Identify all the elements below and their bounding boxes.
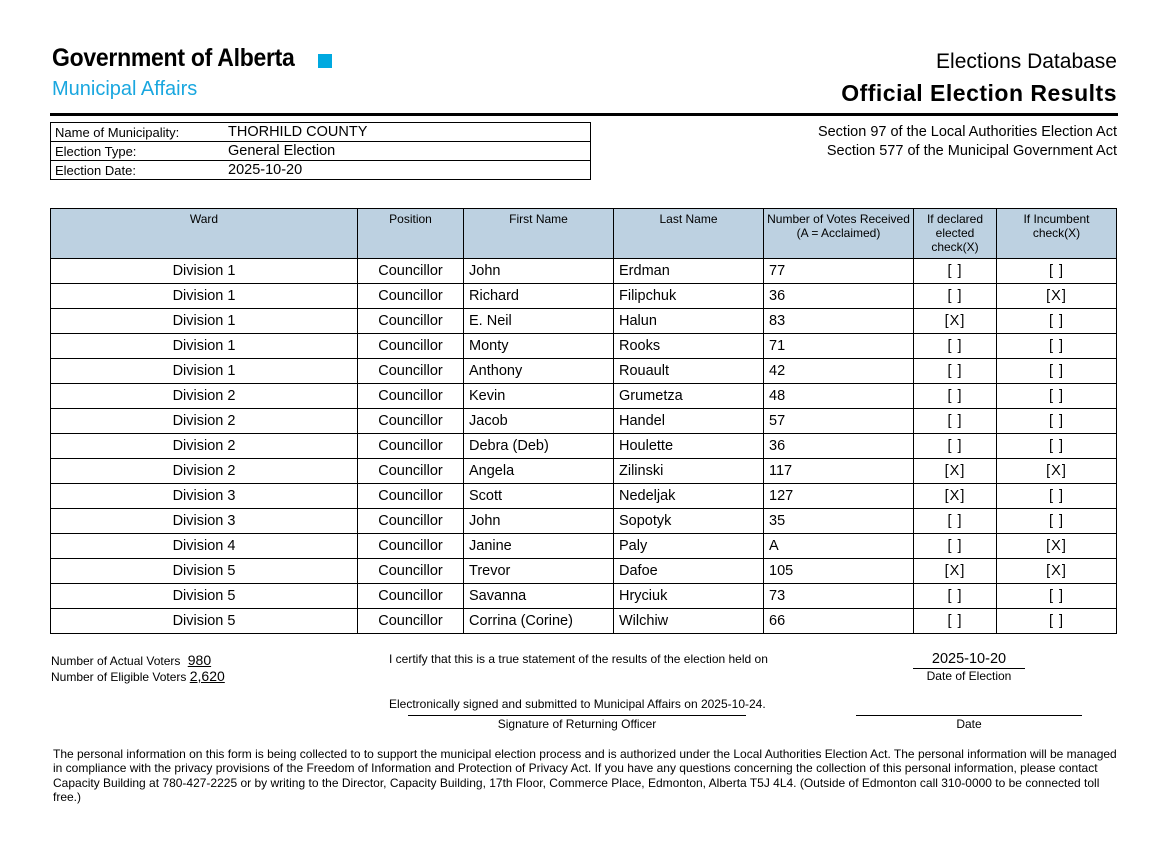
cell-position: Councillor xyxy=(358,409,464,434)
cell-position: Councillor xyxy=(358,609,464,634)
cell-votes: 48 xyxy=(764,384,914,409)
cell-ward: Division 1 xyxy=(51,359,358,384)
cell-last-name: Rooks xyxy=(614,334,764,359)
cell-position: Councillor xyxy=(358,509,464,534)
table-row xyxy=(51,509,1117,534)
table-row xyxy=(51,359,1117,384)
cell-elected-check: [ ] xyxy=(914,384,997,409)
col-header-votes: Number of Votes Received (A = Acclaimed) xyxy=(764,209,914,259)
cell-votes: 77 xyxy=(764,259,914,284)
election-info-box xyxy=(50,122,591,180)
cell-first-name: Debra (Deb) xyxy=(464,434,614,459)
election-type-value: General Election xyxy=(224,142,591,161)
cell-last-name: Sopotyk xyxy=(614,509,764,534)
cell-last-name: Hryciuk xyxy=(614,584,764,609)
cell-ward: Division 3 xyxy=(51,509,358,534)
cell-position: Councillor xyxy=(358,484,464,509)
cell-votes: 57 xyxy=(764,409,914,434)
cell-position: Councillor xyxy=(358,459,464,484)
cell-elected-check: [ ] xyxy=(914,584,997,609)
document-title: Official Election Results xyxy=(841,80,1117,106)
org-name: Government of Alberta xyxy=(52,44,295,72)
cell-ward: Division 2 xyxy=(51,384,358,409)
cell-position: Councillor xyxy=(358,359,464,384)
cell-votes: 36 xyxy=(764,434,914,459)
cell-elected-check: [ ] xyxy=(914,534,997,559)
table-row xyxy=(51,609,1117,634)
cell-first-name: Monty xyxy=(464,334,614,359)
cell-first-name: Richard xyxy=(464,284,614,309)
cell-last-name: Rouault xyxy=(614,359,764,384)
cell-ward: Division 2 xyxy=(51,409,358,434)
cell-votes: A xyxy=(764,534,914,559)
cell-incumbent-check: [ ] xyxy=(997,259,1117,284)
cell-elected-check: [ ] xyxy=(914,609,997,634)
cell-incumbent-check: [ ] xyxy=(997,434,1117,459)
table-row xyxy=(51,534,1117,559)
cell-votes: 105 xyxy=(764,559,914,584)
cell-first-name: Jacob xyxy=(464,409,614,434)
cell-votes: 117 xyxy=(764,459,914,484)
cell-first-name: Kevin xyxy=(464,384,614,409)
cell-votes: 83 xyxy=(764,309,914,334)
info-row-municipality xyxy=(51,123,591,142)
signed-statement: Electronically signed and submitted to Municipal Affairs on 2025-10-24. xyxy=(389,697,766,711)
cell-first-name: Angela xyxy=(464,459,614,484)
cell-first-name: Janine xyxy=(464,534,614,559)
table-row xyxy=(51,284,1117,309)
cell-votes: 71 xyxy=(764,334,914,359)
info-label: Election Type: xyxy=(51,142,225,161)
col-header-position: Position xyxy=(358,209,464,259)
cell-elected-check: [ ] xyxy=(914,259,997,284)
cell-incumbent-check: [ ] xyxy=(997,409,1117,434)
date-label: Date xyxy=(956,717,982,731)
cell-incumbent-check: [ ] xyxy=(997,484,1117,509)
cell-incumbent-check: [X] xyxy=(997,459,1117,484)
results-body xyxy=(51,259,1117,634)
cell-ward: Division 5 xyxy=(51,609,358,634)
cell-last-name: Halun xyxy=(614,309,764,334)
cell-first-name: Anthony xyxy=(464,359,614,384)
cell-ward: Division 2 xyxy=(51,459,358,484)
col-header-first-name: First Name xyxy=(464,209,614,259)
cell-ward: Division 1 xyxy=(51,334,358,359)
cell-elected-check: [ ] xyxy=(914,409,997,434)
cell-last-name: Wilchiw xyxy=(614,609,764,634)
legal-reference: Section 577 of the Municipal Government Act xyxy=(826,143,1117,159)
cell-ward: Division 2 xyxy=(51,434,358,459)
cell-position: Councillor xyxy=(358,434,464,459)
cell-first-name: Trevor xyxy=(464,559,614,584)
database-title: Elections Database xyxy=(936,50,1117,73)
certify-statement: I certify that this is a true statement of the results of the election held on xyxy=(389,652,768,666)
cell-position: Councillor xyxy=(358,284,464,309)
department-name: Municipal Affairs xyxy=(52,78,198,100)
cell-ward: Division 3 xyxy=(51,484,358,509)
cell-last-name: Houlette xyxy=(614,434,764,459)
cell-ward: Division 4 xyxy=(51,534,358,559)
cell-votes: 73 xyxy=(764,584,914,609)
cell-incumbent-check: [X] xyxy=(997,284,1117,309)
cell-position: Councillor xyxy=(358,309,464,334)
table-row xyxy=(51,459,1117,484)
cell-votes: 42 xyxy=(764,359,914,384)
table-row xyxy=(51,309,1117,334)
cell-last-name: Filipchuk xyxy=(614,284,764,309)
cell-elected-check: [ ] xyxy=(914,334,997,359)
cell-elected-check: [X] xyxy=(914,484,997,509)
cell-ward: Division 1 xyxy=(51,259,358,284)
municipality-value: THORHILD COUNTY xyxy=(224,123,591,142)
table-row xyxy=(51,584,1117,609)
cell-incumbent-check: [ ] xyxy=(997,334,1117,359)
cell-last-name: Grumetza xyxy=(614,384,764,409)
cell-elected-check: [X] xyxy=(914,559,997,584)
cell-last-name: Nedeljak xyxy=(614,484,764,509)
cell-votes: 66 xyxy=(764,609,914,634)
cell-elected-check: [ ] xyxy=(914,434,997,459)
legal-reference: Section 97 of the Local Authorities Election Act xyxy=(817,124,1117,140)
cell-first-name: Corrina (Corine) xyxy=(464,609,614,634)
actual-voters-value: 980 xyxy=(187,652,212,668)
results-table xyxy=(50,208,1117,634)
cell-first-name: Scott xyxy=(464,484,614,509)
table-row xyxy=(51,559,1117,584)
signature-label: Signature of Returning Officer xyxy=(497,717,657,731)
certified-election-date: 2025-10-20 xyxy=(931,651,1007,667)
cell-last-name: Zilinski xyxy=(614,459,764,484)
cell-incumbent-check: [ ] xyxy=(997,309,1117,334)
cell-last-name: Erdman xyxy=(614,259,764,284)
cell-position: Councillor xyxy=(358,559,464,584)
brand-square-logo xyxy=(318,54,332,68)
info-row-election-type xyxy=(51,142,591,161)
table-row xyxy=(51,334,1117,359)
cell-elected-check: [X] xyxy=(914,459,997,484)
cell-elected-check: [ ] xyxy=(914,509,997,534)
cell-ward: Division 5 xyxy=(51,559,358,584)
election-date-value: 2025-10-20 xyxy=(224,161,591,180)
table-row xyxy=(51,409,1117,434)
cell-position: Councillor xyxy=(358,384,464,409)
cell-incumbent-check: [ ] xyxy=(997,384,1117,409)
cell-last-name: Handel xyxy=(614,409,764,434)
cell-incumbent-check: [ ] xyxy=(997,359,1117,384)
table-row xyxy=(51,484,1117,509)
cell-first-name: John xyxy=(464,259,614,284)
cell-ward: Division 1 xyxy=(51,284,358,309)
cell-votes: 127 xyxy=(764,484,914,509)
col-header-incumbent: If Incumbent check(X) xyxy=(997,209,1117,259)
date-of-election-label: Date of Election xyxy=(926,669,1012,683)
cell-last-name: Dafoe xyxy=(614,559,764,584)
signature-line xyxy=(408,715,746,716)
cell-incumbent-check: [X] xyxy=(997,534,1117,559)
cell-position: Councillor xyxy=(358,584,464,609)
cell-first-name: John xyxy=(464,509,614,534)
header-divider xyxy=(50,113,1118,116)
cell-incumbent-check: [ ] xyxy=(997,609,1117,634)
cell-first-name: Savanna xyxy=(464,584,614,609)
cell-ward: Division 1 xyxy=(51,309,358,334)
cell-votes: 35 xyxy=(764,509,914,534)
table-row xyxy=(51,384,1117,409)
col-header-last-name: Last Name xyxy=(614,209,764,259)
cell-ward: Division 5 xyxy=(51,584,358,609)
cell-incumbent-check: [ ] xyxy=(997,584,1117,609)
table-row xyxy=(51,259,1117,284)
cell-position: Councillor xyxy=(358,534,464,559)
cell-elected-check: [X] xyxy=(914,309,997,334)
info-row-election-date xyxy=(51,161,591,180)
cell-elected-check: [ ] xyxy=(914,284,997,309)
info-label: Election Date: xyxy=(51,161,225,180)
col-header-ward: Ward xyxy=(51,209,358,259)
cell-votes: 36 xyxy=(764,284,914,309)
table-header-row xyxy=(51,209,1117,259)
cell-incumbent-check: [X] xyxy=(997,559,1117,584)
privacy-notice: The personal information on this form is being collected to to support the municipal election process and is authorized under the Local Authorities Election Act. The personal information will be managed in compliance with the privacy provisions of the Freedom of Information and Protection of Privacy Act. If you have any questions concerning the collection of this personal information, please contact Capacity Building at 780-427-2225 or by writing to the Director, Capacity Building, 17th Floor, Commerce Place, Edmonton, Alberta T5J 4L4. (Outside of Edmonton call 310-0000 to be connected toll free.) xyxy=(53,747,1117,804)
actual-voters xyxy=(51,652,211,668)
cell-first-name: E. Neil xyxy=(464,309,614,334)
info-label: Name of Municipality: xyxy=(51,123,225,142)
date-line xyxy=(856,715,1082,716)
actual-voters-label: Number of Actual Voters xyxy=(51,654,181,668)
eligible-voters-label: Number of Eligible Voters xyxy=(51,670,187,684)
cell-position: Councillor xyxy=(358,259,464,284)
eligible-voters xyxy=(51,668,225,684)
cell-position: Councillor xyxy=(358,334,464,359)
table-row xyxy=(51,434,1117,459)
cell-last-name: Paly xyxy=(614,534,764,559)
col-header-elected: If declared elected check(X) xyxy=(914,209,997,259)
cell-elected-check: [ ] xyxy=(914,359,997,384)
eligible-voters-value: 2,620 xyxy=(189,668,225,684)
cell-incumbent-check: [ ] xyxy=(997,509,1117,534)
